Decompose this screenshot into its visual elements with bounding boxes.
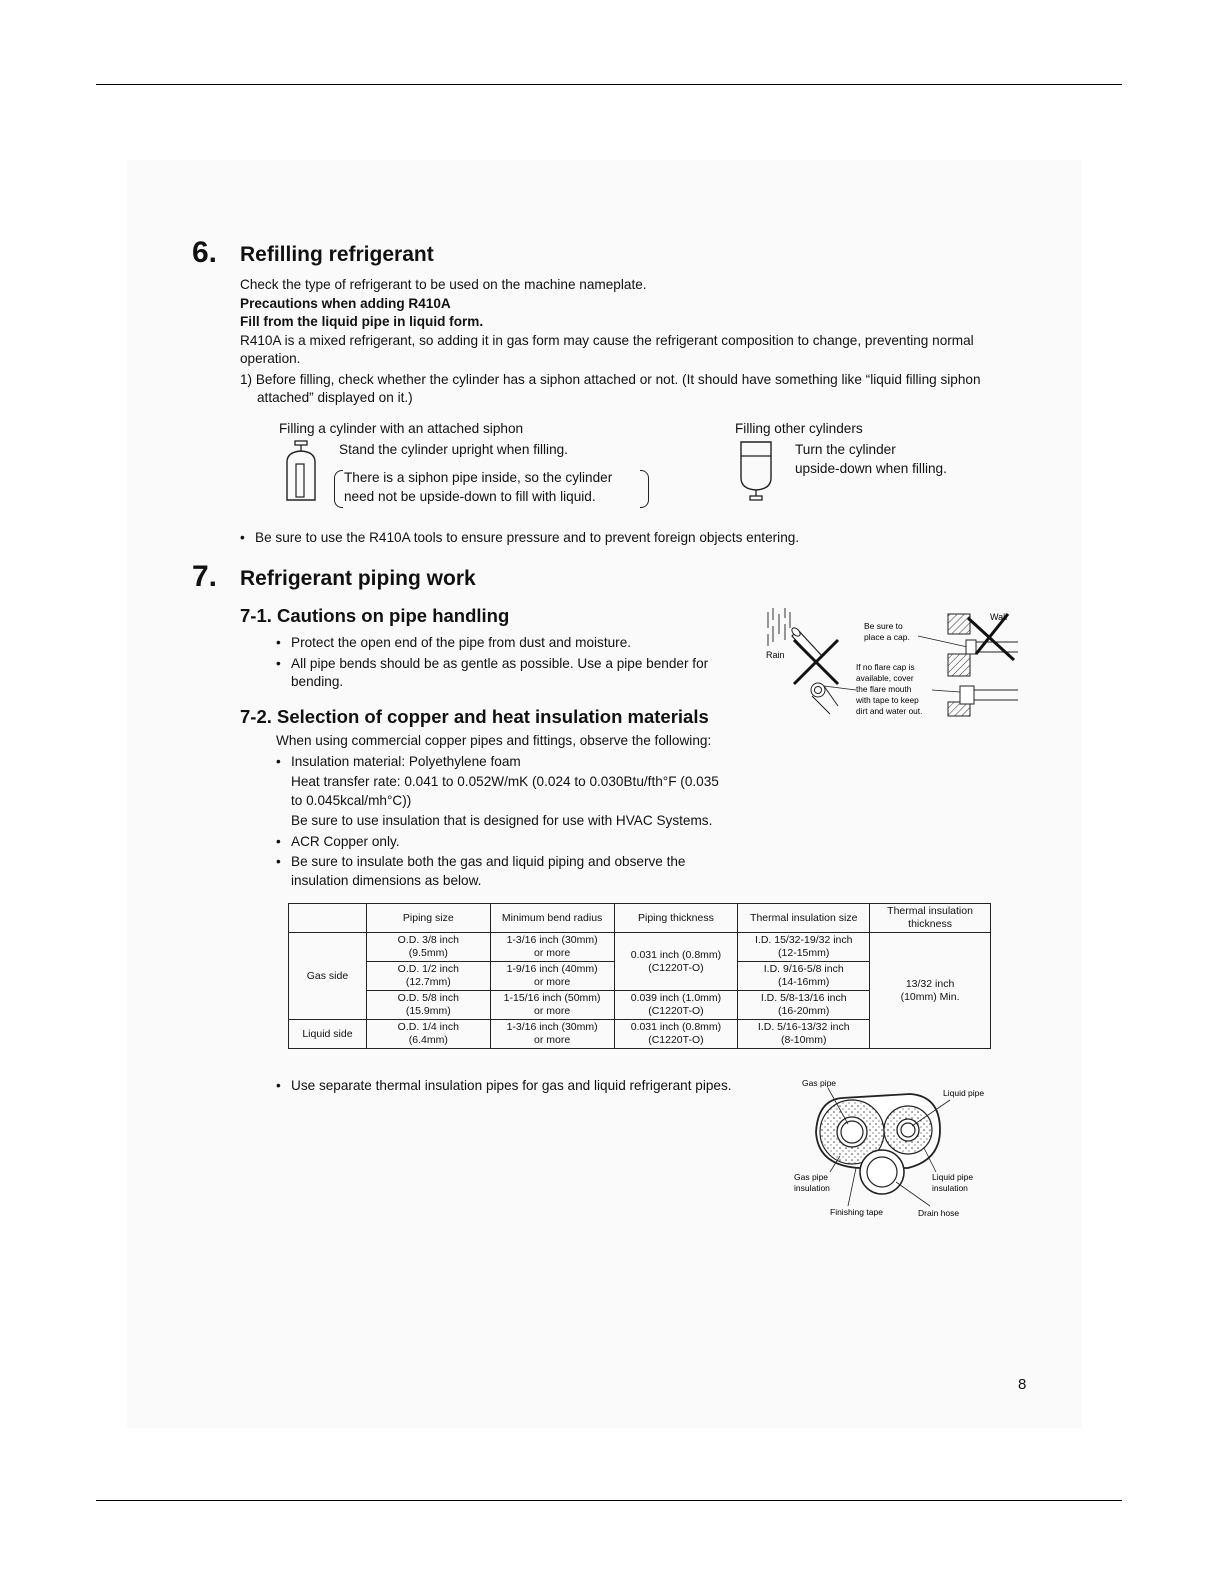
cautions-bullet1 <box>276 634 746 653</box>
subsection-7-1-title: 7-1. Cautions on pipe handling <box>240 605 510 626</box>
table-header-cell <box>870 904 991 933</box>
table-cell <box>614 991 738 1020</box>
table-cell <box>614 933 738 991</box>
materials-bullet1 <box>276 753 756 831</box>
table-cell <box>614 1020 738 1049</box>
materials-bullet3 <box>276 853 756 890</box>
other-cylinder-line2: upside-down when filling. <box>795 460 947 476</box>
table-cell <box>738 1020 870 1049</box>
section6-step1-line1: 1) Before filling, check whether the cylinder has a siphon attached or not. (It should have something like “liquid filling siphon <box>240 371 981 387</box>
table-cell <box>490 991 614 1020</box>
table-header-cell: Piping thickness <box>614 904 738 933</box>
other-cylinder-line1: Turn the cylinder <box>795 442 896 457</box>
liquid-insulation-label-1: Liquid pipe <box>932 1172 974 1182</box>
thickness-header-line2: thickness <box>908 918 952 930</box>
materials-bullet1-line3: to 0.045kcal/mh°C)) <box>291 792 412 808</box>
tape-note-line1: If no flare cap is <box>856 662 915 672</box>
cell-line: O.D. 3/8 inch <box>397 934 459 946</box>
table-header-cell: Piping size <box>366 904 490 933</box>
subsection-7-2-title: 7-2. Selection of copper and heat insulation materials <box>240 706 709 727</box>
pipe-cap-figure <box>760 606 1030 722</box>
siphon-note-line1: There is a siphon pipe inside, so the cylinder <box>344 470 613 485</box>
cell-line: or more <box>534 947 571 959</box>
cell-line: 1-9/16 inch (40mm) <box>506 963 598 975</box>
table-header-blank <box>289 904 367 933</box>
upside-down-cylinder-icon <box>739 440 773 506</box>
wall-label: Wall <box>990 612 1008 622</box>
tape-note-line3: the flare mouth <box>856 684 912 694</box>
cell-line: O.D. 5/8 inch <box>397 992 459 1004</box>
materials-bullet3-line1: • Be sure to insulate both the gas and liquid piping and observe the <box>291 854 686 869</box>
cell-line: (12-15mm) <box>778 947 830 959</box>
section6-intro: Check the type of refrigerant to be used on the machine nameplate. <box>240 277 647 292</box>
table-cell <box>366 933 490 962</box>
table-cell <box>366 962 490 991</box>
rain-label: Rain <box>766 650 785 660</box>
cell-line: (C1220T-O) <box>648 1034 704 1046</box>
section6-bullet-text: Be sure to use the R410A tools to ensure pressure and to prevent foreign objects entering. <box>255 530 800 545</box>
section6-precautions: Precautions when adding R410A <box>240 295 451 311</box>
materials-intro: When using commercial copper pipes and fittings, observe the following: <box>276 733 712 748</box>
other-cylinder-heading: Filling other cylinders <box>735 421 863 436</box>
cell-line: I.D. 15/32-19/32 inch <box>754 934 853 946</box>
cautions-bullet2-line1: • All pipe bends should be as gentle as possible. Use a pipe bender for <box>291 655 709 671</box>
table-header-cell: Thermal insulation size <box>738 904 870 933</box>
subsection-7-2-body <box>276 732 756 890</box>
table-cell <box>490 962 614 991</box>
other-cylinder-text <box>795 441 947 478</box>
thickness-header-line1: Thermal insulation <box>887 905 973 917</box>
materials-bullet3-line2: insulation dimensions as below. <box>291 872 482 888</box>
cell-line: 1-3/16 inch (30mm) <box>506 1021 598 1033</box>
header-rule <box>96 84 1122 85</box>
cell-line: (6.4mm) <box>408 1034 448 1046</box>
section7-number: 7. <box>192 560 218 593</box>
separate-pipes-text: Use separate thermal insulation pipes for gas and liquid refrigerant pipes. <box>291 1077 732 1093</box>
cell-line: (15.9mm) <box>405 1005 451 1017</box>
cell-line: 0.039 inch (1.0mm) <box>630 992 722 1004</box>
table-cell <box>738 933 870 962</box>
liquid-side-label: Liquid side <box>289 1020 367 1049</box>
materials-bullet2-text: ACR Copper only. <box>291 833 400 849</box>
table-cell <box>490 1020 614 1049</box>
cautions-bullet2 <box>276 655 746 692</box>
cautions-bullet1-text: Protect the open end of the pipe from dust and moisture. <box>291 635 632 650</box>
thickness-cell <box>870 933 991 1049</box>
tape-note-line5: dirt and water out. <box>856 706 923 716</box>
table-cell <box>366 1020 490 1049</box>
section6-para-line1: R410A is a mixed refrigerant, so adding it in gas form may cause the refrigerant composition to change, preventing normal <box>240 332 974 348</box>
drain-hose-label: Drain hose <box>918 1208 960 1218</box>
page-number: 8 <box>1018 1376 1027 1393</box>
cell-line: (16-20mm) <box>778 1005 830 1017</box>
cell-line: (C1220T-O) <box>648 1005 704 1017</box>
finishing-tape-label: Finishing tape <box>830 1207 883 1217</box>
table-cell <box>738 962 870 991</box>
table-header-row <box>289 904 991 933</box>
section6-step1-line2: attached” displayed on it.) <box>257 390 413 405</box>
bracket-left <box>334 470 343 508</box>
section6-para-line2: operation. <box>240 351 301 366</box>
cap-note-line2: place a cap. <box>864 632 910 642</box>
cell-line: 0.031 inch (0.8mm) <box>630 1021 722 1033</box>
materials-bullet1-line1: • Insulation material: Polyethylene foam <box>291 753 521 769</box>
gas-insulation-label-1: Gas pipe <box>794 1172 829 1182</box>
liquid-pipe-label: Liquid pipe <box>943 1088 985 1098</box>
siphon-note <box>344 469 612 506</box>
siphon-cylinder-heading: Filling a cylinder with an attached siphon <box>279 421 524 436</box>
tape-note-line2: available, cover <box>856 673 914 683</box>
table-cell <box>490 933 614 962</box>
cell-line: 0.031 inch (0.8mm) <box>630 948 722 961</box>
cell-line: (10mm) Min. <box>900 990 960 1003</box>
subsection-7-1-body <box>276 634 746 692</box>
cell-line: (9.5mm) <box>408 947 448 959</box>
cautions-bullet2-line2: bending. <box>291 674 344 689</box>
pipe-insulation-figure <box>790 1074 1000 1224</box>
cell-line: 1-3/16 inch (30mm) <box>506 934 598 946</box>
cell-line: (8-10mm) <box>780 1034 827 1046</box>
cell-line: (C1220T-O) <box>648 961 704 974</box>
cell-line: O.D. 1/4 inch <box>397 1021 459 1033</box>
section6-bullet <box>240 529 1218 548</box>
cell-line: (12.7mm) <box>405 976 451 988</box>
separate-pipes-bullet <box>276 1077 1218 1096</box>
cell-line: I.D. 5/8-13/16 inch <box>760 992 847 1004</box>
section6-fill-note: Fill from the liquid pipe in liquid form. <box>240 314 484 329</box>
gas-pipe-label: Gas pipe <box>802 1078 837 1088</box>
table-row <box>289 933 991 962</box>
cell-line: or more <box>534 1034 571 1046</box>
cell-line: or more <box>534 976 571 988</box>
cell-line: 1-15/16 inch (50mm) <box>503 992 601 1004</box>
liquid-insulation-label-2: insulation <box>932 1183 968 1193</box>
siphon-cylinder-line1: Stand the cylinder upright when filling. <box>339 442 568 457</box>
materials-bullet1-line4: Be sure to use insulation that is designed for use with HVAC Systems. <box>291 813 713 828</box>
cell-line: I.D. 9/16-5/8 inch <box>763 963 844 975</box>
cap-note-line1: Be sure to <box>864 621 903 631</box>
siphon-note-line2: need not be upside-down to fill with liquid. <box>344 488 596 504</box>
table-cell <box>738 991 870 1020</box>
table-cell <box>366 991 490 1020</box>
tape-note-line4: with tape to keep <box>856 695 919 705</box>
cell-line: (14-16mm) <box>778 976 830 988</box>
section6-body <box>240 276 1040 408</box>
bracket-right <box>640 470 649 508</box>
table-header-cell: Minimum bend radius <box>490 904 614 933</box>
materials-bullet1-line2: Heat transfer rate: 0.041 to 0.052W/mK (0.024 to 0.030Btu/fth°F (0.035 <box>291 774 719 789</box>
gas-insulation-label-2: insulation <box>794 1183 830 1193</box>
cell-line: O.D. 1/2 inch <box>397 963 459 975</box>
section6-title: Refilling refrigerant <box>240 243 434 266</box>
cell-line: or more <box>534 1005 571 1017</box>
siphon-cylinder-icon <box>281 440 323 504</box>
cell-line: I.D. 5/16-13/32 inch <box>757 1021 850 1033</box>
footer-rule <box>96 1500 1122 1501</box>
section6-number: 6. <box>192 236 218 269</box>
materials-bullet2 <box>276 833 756 852</box>
insulation-spec-table <box>288 903 991 1049</box>
section7-title: Refrigerant piping work <box>240 567 476 590</box>
cell-line: 13/32 inch <box>905 977 955 990</box>
gas-side-label: Gas side <box>289 933 367 1020</box>
